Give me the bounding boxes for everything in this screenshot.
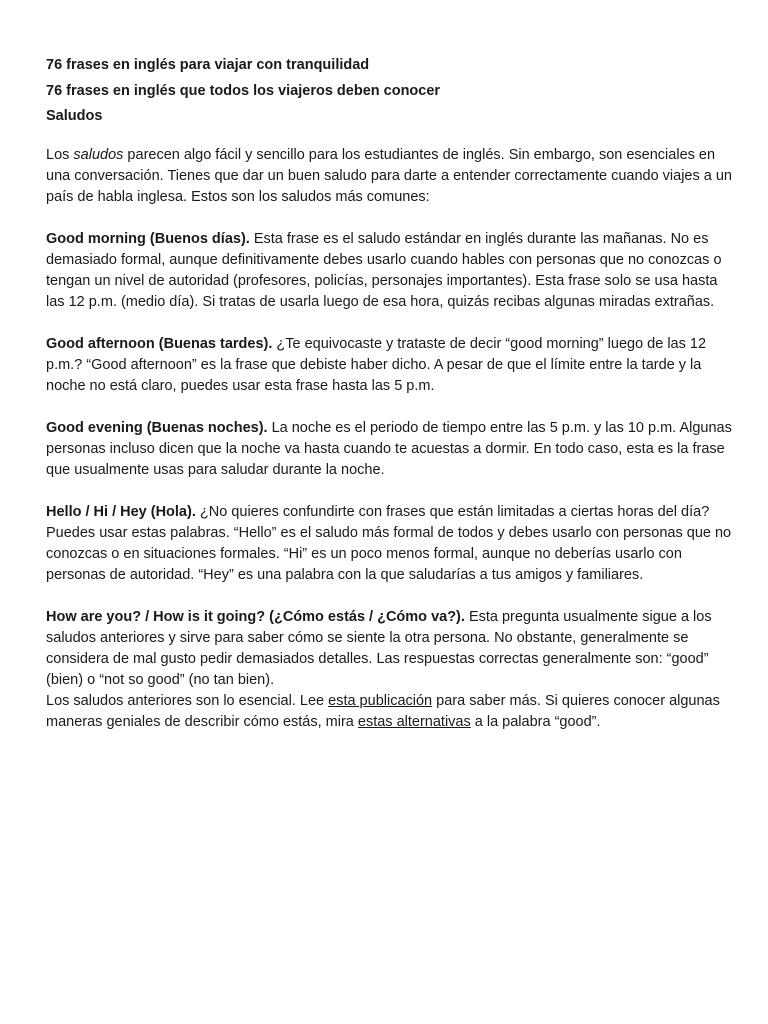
closing-paragraph bbox=[46, 691, 736, 733]
estas-alternativas-link[interactable]: estas alternativas bbox=[357, 714, 471, 730]
closing-text-1: Los saludos anteriores son lo esencial. Lee bbox=[46, 693, 329, 709]
entry-description: ¿Te equivocaste y trataste de decir “good morning” luego de las 12 p.m.? “Good afternoon” es la frase que debiste haber dicho. A pesar de que el límite entre la tarde y la noche no está claro, puedes usar esta frase hasta las 5 p.m. bbox=[46, 336, 707, 394]
entry-term: Hello / Hi / Hey (Hola). bbox=[46, 504, 196, 520]
section-heading-saludos: Saludos bbox=[46, 108, 103, 124]
entry-description: Esta frase es el saludo estándar en inglés durante las mañanas. No es demasiado formal, aunque definitivamente debes usarlo cuando hables con personas que no conozcas o tengan un nivel de autoridad (profesores, policías, personajes importantes). Esta frase solo se usa hasta las 12 p.m. (medio día). Si tratas de usarla luego de esa hora, quizás recibas algunas miradas extrañas. bbox=[46, 231, 722, 310]
entry-term: Good evening (Buenas noches). bbox=[46, 420, 268, 436]
entry-good-evening bbox=[46, 418, 736, 481]
entry-description: ¿No quieres confundirte con frases que están limitadas a ciertas horas del día? Puedes usar estas palabras. “Hello” es el saludo más formal de todos y debes usarlo con personas que no conozcas o en situaciones formales. “Hi” es un poco menos formal, aunque no deberías usarlo con personas de autoridad. “Hey” es una palabra con la que saludarías a tus amigos y familiares. bbox=[46, 504, 732, 583]
entry-term: How are you? / How is it going? (¿Cómo estás / ¿Cómo va?). bbox=[46, 609, 465, 625]
intro-italic-word: saludos bbox=[73, 147, 124, 163]
intro-text-start: Los bbox=[46, 147, 74, 163]
intro-text-rest: parecen algo fácil y sencillo para los estudiantes de inglés. Sin embargo, son esenciales en una conversación. Tienes que dar un buen saludo para darte a entender correctamente cuando viajes a un país de habla inglesa. Estos son los saludos más comunes: bbox=[46, 147, 732, 205]
entry-hello-hi-hey bbox=[46, 502, 736, 586]
closing-text-2: para saber más. Si quieres conocer algunas maneras geniales de describir cómo estás, mira bbox=[46, 693, 720, 730]
entry-good-morning bbox=[46, 229, 736, 313]
entry-how-are-you bbox=[46, 607, 736, 691]
esta-publicacion-link[interactable]: esta publicación bbox=[328, 693, 433, 709]
entry-description: Esta pregunta usualmente sigue a los saludos anteriores y sirve para saber cómo se siente la otra persona. No obstante, generalmente se considera de mal gusto pedir demasiados detalles. Las respuestas correctas generalmente son: “good” (bien) o “not so good” (no tan bien). bbox=[46, 609, 712, 688]
entry-good-afternoon bbox=[46, 334, 736, 397]
entry-term: Good afternoon (Buenas tardes). bbox=[46, 336, 273, 352]
entry-term: Good morning (Buenos días). bbox=[46, 231, 250, 247]
document-page bbox=[46, 54, 736, 733]
document-title: 76 frases en inglés para viajar con tranquilidad bbox=[46, 57, 370, 73]
entry-description: La noche es el periodo de tiempo entre las 5 p.m. y las 10 p.m. Algunas personas incluso dicen que la noche va hasta cuando te acuestas a dormir. En todo caso, esta es la frase que usualmente usas para saludar durante la noche. bbox=[46, 420, 732, 478]
intro-paragraph bbox=[46, 145, 736, 208]
document-subtitle: 76 frases en inglés que todos los viajeros deben conocer bbox=[46, 83, 441, 99]
closing-text-3: a la palabra “good”. bbox=[470, 714, 601, 730]
